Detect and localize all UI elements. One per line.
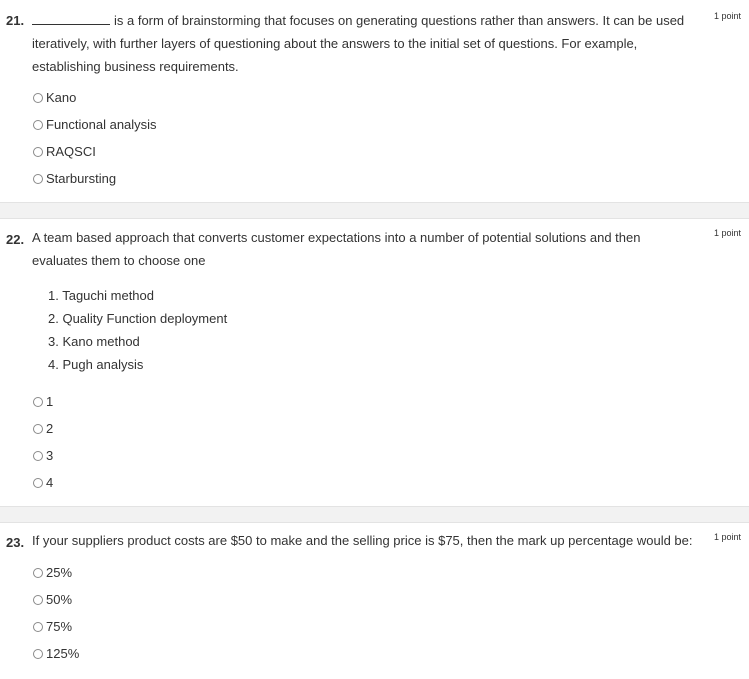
radio-button[interactable]: [33, 424, 43, 434]
option-50-percent[interactable]: [33, 586, 79, 613]
radio-button[interactable]: [33, 120, 43, 130]
list-item: 3. Kano method: [48, 334, 140, 349]
radio-button[interactable]: [33, 649, 43, 659]
option-raqsci[interactable]: [33, 138, 157, 165]
option-label: Functional analysis: [46, 117, 157, 132]
question-points: 1 point: [713, 11, 741, 21]
answer-options: [33, 388, 53, 496]
radio-button[interactable]: [33, 451, 43, 461]
option-2[interactable]: [33, 415, 53, 442]
option-label: 75%: [46, 619, 73, 634]
radio-button[interactable]: [33, 147, 43, 157]
option-25-percent[interactable]: [33, 559, 79, 586]
option-3[interactable]: [33, 442, 53, 469]
question-text: A team based approach that converts customer expectations into a number of potential solutions and then evaluates them to choose one: [32, 230, 641, 268]
answer-options: [33, 84, 157, 192]
option-label: Kano: [46, 90, 77, 105]
option-functional-analysis[interactable]: [33, 111, 157, 138]
option-kano[interactable]: [33, 84, 157, 111]
radio-button[interactable]: [33, 595, 43, 605]
option-125-percent[interactable]: [33, 640, 79, 667]
question-separator: [0, 506, 749, 523]
method-list: [48, 284, 227, 376]
option-4[interactable]: [33, 469, 53, 496]
question-separator: [0, 202, 749, 219]
option-label: Starbursting: [46, 171, 117, 186]
fill-in-blank: [32, 12, 110, 25]
question-number: 22.: [6, 232, 25, 247]
option-75-percent[interactable]: [33, 613, 79, 640]
question-points: 1 point: [713, 532, 741, 542]
list-item: 4. Pugh analysis: [48, 357, 144, 372]
option-label: RAQSCI: [46, 144, 96, 159]
option-label: 1: [46, 394, 54, 409]
radio-button[interactable]: [33, 622, 43, 632]
option-label: 50%: [46, 592, 73, 607]
radio-button[interactable]: [33, 397, 43, 407]
question-text: If your suppliers product costs are $50 to make and the selling price is $75, then the mark up percentage would be:: [32, 533, 693, 548]
radio-button[interactable]: [33, 478, 43, 488]
option-starbursting[interactable]: [33, 165, 157, 192]
answer-options: [33, 559, 79, 667]
option-label: 3: [46, 448, 54, 463]
question-points: 1 point: [713, 228, 741, 238]
question-text: is a form of brainstorming that focuses on generating questions rather than answers. It can be used iteratively, with further layers of questioning about the answers to the initial set of questions. For example, establishing business requirements.: [32, 13, 685, 74]
list-item: 2. Quality Function deployment: [48, 311, 228, 326]
radio-button[interactable]: [33, 93, 43, 103]
option-1[interactable]: [33, 388, 53, 415]
radio-button[interactable]: [33, 568, 43, 578]
option-label: 25%: [46, 565, 73, 580]
option-label: 4: [46, 475, 54, 490]
list-item: 1. Taguchi method: [48, 288, 154, 303]
question-number: 23.: [6, 535, 25, 550]
option-label: 125%: [46, 646, 80, 661]
option-label: 2: [46, 421, 54, 436]
radio-button[interactable]: [33, 174, 43, 184]
question-number: 21.: [6, 13, 25, 28]
